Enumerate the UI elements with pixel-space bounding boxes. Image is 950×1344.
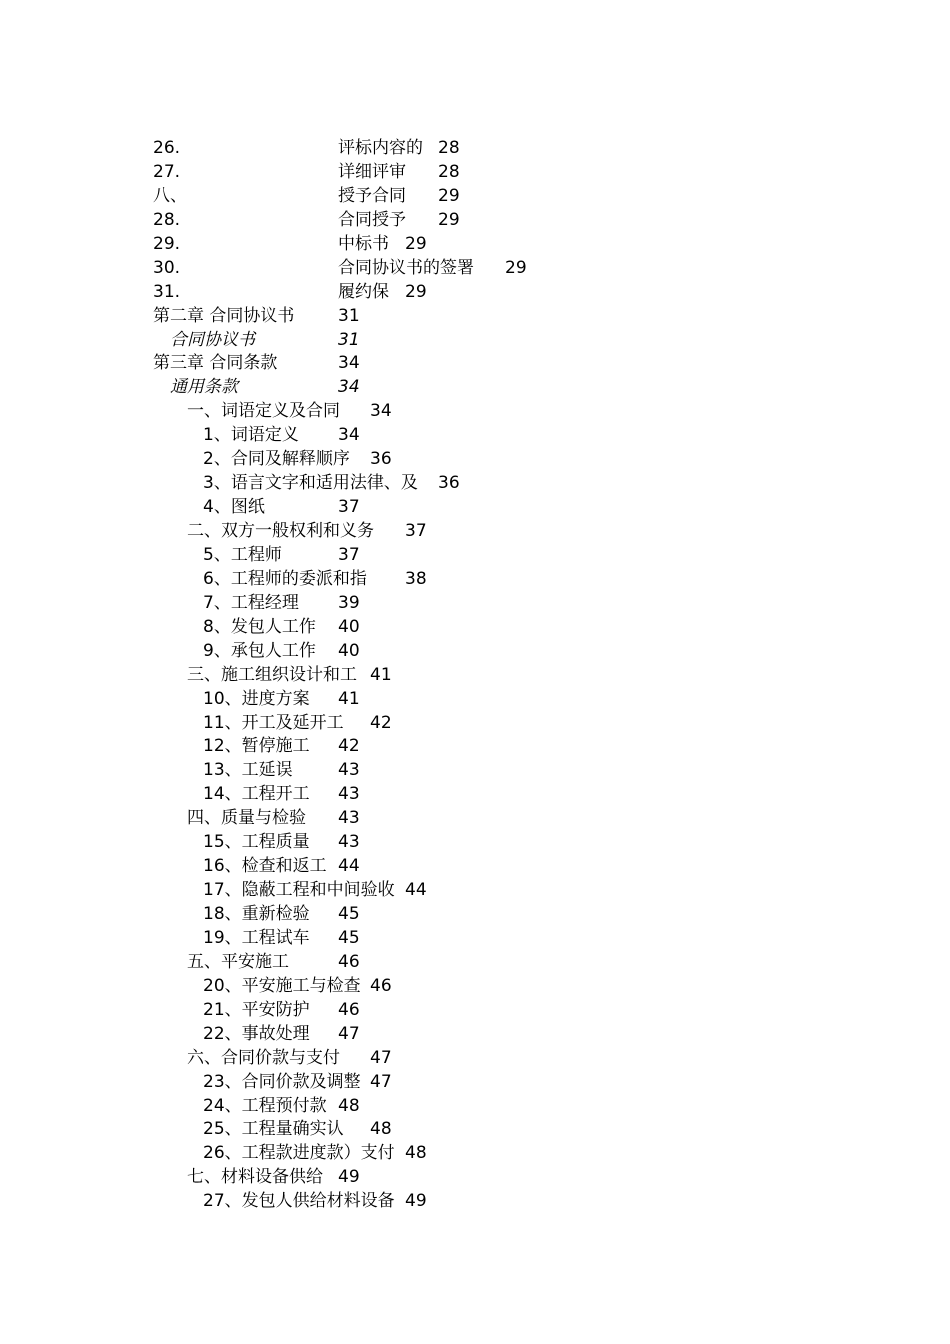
- toc-entry-page: 43: [338, 760, 360, 781]
- toc-entry-page: 41: [370, 664, 392, 685]
- toc-entry-page: 44: [338, 856, 360, 877]
- toc-entry-title: 25、工程量确实认: [203, 1119, 344, 1140]
- toc-entry-title: 10、进度方案: [203, 688, 310, 709]
- toc-entry-number: 29.: [153, 233, 181, 254]
- toc-entry-page: 46: [338, 999, 360, 1020]
- toc-entry-number: 30.: [153, 257, 181, 278]
- toc-entry[interactable]: [0, 950, 950, 974]
- toc-entry-title: 第三章 合同条款: [153, 353, 278, 374]
- toc-entry[interactable]: [0, 639, 950, 663]
- toc-entry[interactable]: [0, 734, 950, 758]
- toc-entry-number: 31.: [153, 281, 181, 302]
- toc-entry-title: 8、发包人工作: [203, 616, 316, 637]
- toc-entry-page: 31: [338, 329, 360, 350]
- toc-entry-page: 43: [338, 832, 360, 853]
- toc-entry-page: 45: [338, 927, 360, 948]
- toc-entry-number: 八、: [153, 185, 187, 206]
- toc-entry[interactable]: [0, 1165, 950, 1189]
- toc-entry-title: 一、词语定义及合同: [187, 401, 340, 422]
- toc-entry[interactable]: [0, 471, 950, 495]
- toc-entry-title: 1、词语定义: [203, 425, 299, 446]
- toc-entry[interactable]: [0, 591, 950, 615]
- toc-entry-title: 合同协议书: [170, 329, 255, 350]
- toc-entry[interactable]: [0, 998, 950, 1022]
- toc-entry[interactable]: [0, 782, 950, 806]
- toc-entry-title: 17、隐蔽工程和中间验收: [203, 880, 395, 901]
- toc-entry[interactable]: [0, 447, 950, 471]
- toc-entry-page: 44: [405, 880, 427, 901]
- toc-entry-page: 37: [338, 544, 360, 565]
- toc-entry-title: 2、合同及解释顺序: [203, 449, 350, 470]
- toc-entry[interactable]: [0, 543, 950, 567]
- toc-entry[interactable]: [0, 328, 950, 352]
- toc-entry-page: 47: [370, 1071, 392, 1092]
- toc-entry[interactable]: [0, 1022, 950, 1046]
- toc-entry-title: 中标书: [338, 233, 389, 254]
- toc-entry-page: 45: [338, 904, 360, 924]
- toc-entry[interactable]: [0, 519, 950, 543]
- toc-entry[interactable]: [0, 1070, 950, 1094]
- toc-entry[interactable]: [0, 1094, 950, 1118]
- toc-entry-title: 14、工程开工: [203, 784, 310, 805]
- toc-entry-title: 19、工程试车: [203, 927, 310, 948]
- toc-entry-title: 三、施工组织设计和工: [187, 664, 357, 685]
- toc-entry-page: 29: [505, 257, 527, 278]
- toc-entry-title: 二、双方一般权利和义务: [187, 521, 374, 541]
- toc-entry-title: 合同授予: [338, 209, 406, 230]
- toc-entry-title: 评标内容的: [338, 138, 423, 158]
- toc-entry-title: 20、平安施工与检查: [203, 975, 361, 996]
- toc-entry-page: 29: [405, 281, 427, 302]
- toc-entry-number: 27.: [153, 161, 181, 182]
- toc-entry-page: 46: [338, 951, 360, 972]
- toc-entry-title: 四、质量与检验: [187, 808, 306, 829]
- toc-entry-title: 4、图纸: [203, 497, 265, 518]
- toc-entry-page: 36: [438, 473, 460, 494]
- toc-entry[interactable]: [0, 1189, 950, 1213]
- toc-entry-title: 9、承包人工作: [203, 640, 316, 661]
- toc-entry[interactable]: [0, 375, 950, 399]
- toc-entry[interactable]: [0, 423, 950, 447]
- toc-entry[interactable]: [0, 663, 950, 687]
- toc-entry[interactable]: [0, 974, 950, 998]
- toc-entry-title: 7、工程经理: [203, 592, 299, 613]
- table-of-contents: [0, 136, 950, 1213]
- toc-entry-page: 28: [438, 161, 460, 182]
- toc-entry-title: 授予合同: [338, 185, 406, 206]
- toc-entry-page: 29: [438, 209, 460, 230]
- toc-entry-page: 42: [338, 736, 360, 757]
- toc-entry[interactable]: [0, 902, 950, 926]
- toc-entry[interactable]: [0, 184, 950, 208]
- toc-entry-page: 38: [405, 568, 427, 589]
- toc-entry-page: 34: [338, 377, 360, 398]
- toc-entry-page: 36: [370, 449, 392, 470]
- toc-entry-title: 12、暂停施工: [203, 736, 310, 757]
- toc-entry-page: 48: [370, 1119, 392, 1140]
- toc-entry-page: 34: [338, 425, 360, 446]
- toc-entry-page: 48: [338, 1095, 360, 1116]
- toc-entry-title: 5、工程师: [203, 544, 282, 565]
- toc-entry-page: 48: [405, 1143, 427, 1164]
- toc-entry-title: 六、合同价款与支付: [187, 1047, 340, 1068]
- toc-entry-page: 43: [338, 808, 360, 829]
- toc-entry-title: 27、发包人供给材料设备: [203, 1191, 395, 1212]
- toc-entry-page: 40: [338, 616, 360, 637]
- toc-entry-title: 18、重新检验: [203, 904, 310, 924]
- toc-entry-title: 15、工程质量: [203, 832, 310, 853]
- toc-entry-page: 40: [338, 640, 360, 661]
- toc-entry[interactable]: [0, 208, 950, 232]
- toc-entry-title: 通用条款: [170, 377, 238, 398]
- toc-entry[interactable]: [0, 1117, 950, 1141]
- toc-entry-number: 26.: [153, 138, 181, 158]
- toc-entry-page: 29: [438, 185, 460, 206]
- toc-entry[interactable]: [0, 687, 950, 711]
- toc-entry[interactable]: [0, 351, 950, 375]
- toc-entry[interactable]: [0, 806, 950, 830]
- toc-entry-title: 履约保: [338, 281, 389, 302]
- toc-entry-page: 34: [338, 353, 360, 374]
- toc-entry-title: 23、合同价款及调整: [203, 1071, 361, 1092]
- toc-entry-title: 详细评审: [338, 161, 406, 182]
- toc-entry[interactable]: [0, 1046, 950, 1070]
- toc-entry[interactable]: [0, 160, 950, 184]
- toc-entry-page: 46: [370, 975, 392, 996]
- toc-entry[interactable]: [0, 830, 950, 854]
- toc-entry[interactable]: [0, 280, 950, 304]
- toc-entry-page: 29: [405, 233, 427, 254]
- toc-entry-title: 21、平安防护: [203, 999, 310, 1020]
- toc-entry-title: 五、平安施工: [187, 951, 289, 972]
- toc-entry-page: 42: [370, 712, 392, 733]
- toc-entry-title: 七、材料设备供给: [187, 1167, 323, 1188]
- toc-entry[interactable]: [0, 615, 950, 639]
- toc-entry[interactable]: [0, 136, 950, 160]
- toc-entry[interactable]: [0, 495, 950, 519]
- toc-entry-page: 41: [338, 688, 360, 709]
- toc-entry-page: 37: [405, 521, 427, 541]
- toc-entry-page: 49: [405, 1191, 427, 1212]
- toc-entry-title: 第二章 合同协议书: [153, 305, 295, 326]
- toc-entry-page: 47: [370, 1047, 392, 1068]
- toc-entry[interactable]: [0, 854, 950, 878]
- toc-entry-page: 49: [338, 1167, 360, 1188]
- toc-entry-title: 26、工程款进度款）支付: [203, 1143, 395, 1164]
- toc-entry-page: 39: [338, 592, 360, 613]
- toc-entry-page: 28: [438, 138, 460, 158]
- toc-entry[interactable]: [0, 926, 950, 950]
- toc-entry-page: 37: [338, 497, 360, 518]
- toc-entry-title: 合同协议书的签署: [338, 257, 474, 278]
- toc-entry-number: 28.: [153, 209, 181, 230]
- toc-entry-page: 43: [338, 784, 360, 805]
- toc-entry[interactable]: [0, 1141, 950, 1165]
- toc-entry-title: 11、开工及延开工: [203, 712, 344, 733]
- toc-entry[interactable]: [0, 399, 950, 423]
- toc-entry-page: 31: [338, 305, 360, 326]
- toc-entry[interactable]: [0, 878, 950, 902]
- toc-entry-title: 6、工程师的委派和指: [203, 568, 367, 589]
- toc-entry-title: 24、工程预付款: [203, 1095, 327, 1116]
- toc-entry-title: 13、工延误: [203, 760, 293, 781]
- toc-entry-page: 34: [370, 401, 392, 422]
- toc-entry[interactable]: [0, 567, 950, 591]
- toc-entry-title: 16、检查和返工: [203, 856, 327, 877]
- toc-entry[interactable]: [0, 304, 950, 328]
- toc-entry-title: 3、语言文字和适用法律、及: [203, 473, 418, 494]
- toc-entry[interactable]: [0, 256, 950, 280]
- toc-entry[interactable]: [0, 232, 950, 256]
- toc-entry[interactable]: [0, 758, 950, 782]
- toc-entry-page: 47: [338, 1023, 360, 1044]
- toc-entry[interactable]: [0, 711, 950, 735]
- toc-entry-title: 22、事故处理: [203, 1023, 310, 1044]
